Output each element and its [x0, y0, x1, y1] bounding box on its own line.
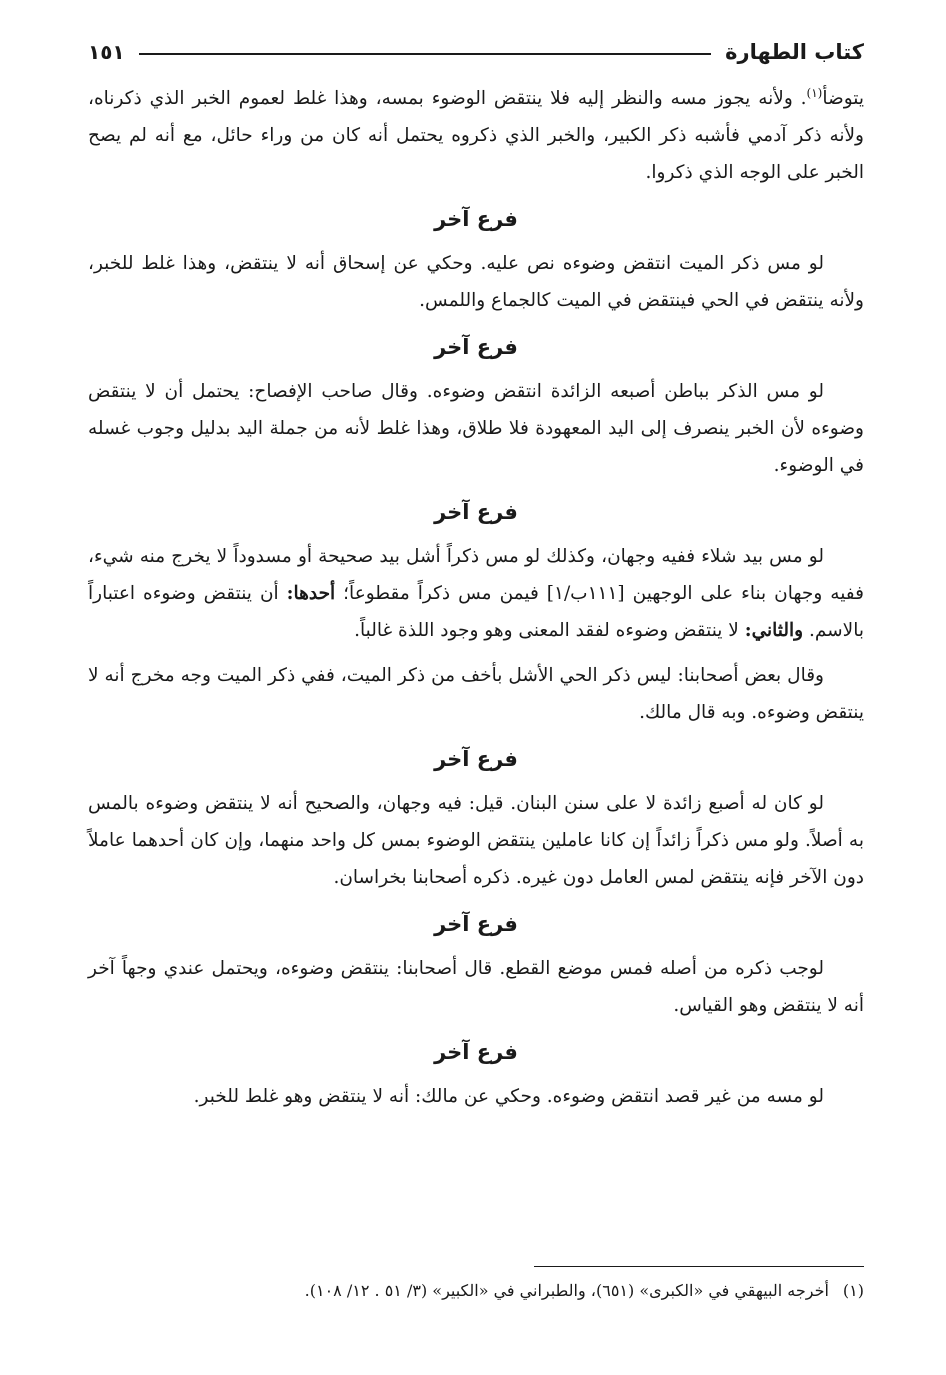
body-text: [88, 80, 864, 1115]
footnotes: [88, 1276, 864, 1306]
header-rule: [139, 53, 712, 55]
footnote-entry: [88, 1276, 864, 1306]
paragraph: [88, 245, 864, 319]
section-heading: فرع آخر: [434, 335, 518, 359]
section-heading: فرع آخر: [434, 207, 518, 231]
footnote-rule: [534, 1266, 864, 1267]
footnote-marker: (١): [806, 85, 823, 100]
paragraph: [88, 1078, 864, 1115]
section-heading: فرع آخر: [434, 912, 518, 936]
text-run: . ولأنه يجوز مسه والنظر إليه فلا ينتقض الوضوء بمسه، وهذا غلط لعموم الخبر الذي ذكرناه، ولأنه ذكر آدمي فأشبه ذكر الكبير، والخبر الذي ذكروه يحتمل أنه كان من وراء حائل، مع أنه لم يصح الخبر على الوجه الذي ذكروا.: [88, 88, 864, 183]
text-run: لو مسه من غير قصد انتقض وضوءه. وحكي عن مالك: أنه لا ينتقض وهو غلط للخبر.: [193, 1086, 824, 1107]
text-run: أن ينتقض وضوءه اعتباراً بالاسم.: [88, 583, 864, 641]
section-heading: فرع آخر: [434, 747, 518, 771]
paragraph: [88, 657, 864, 731]
bold-term: أحدها:: [286, 583, 336, 604]
paragraph: [88, 373, 864, 484]
text-run: لوجب ذكره من أصله فمس موضع القطع. قال أصحابنا: ينتقض وضوءه، ويحتمل عندي وجهاً آخر أنه لا ينتقض وهو القياس.: [88, 958, 864, 1016]
text-run: يتوضأ: [822, 88, 864, 109]
running-header: [88, 34, 864, 70]
footnote-number: (١): [842, 1281, 864, 1300]
section-heading: فرع آخر: [434, 1040, 518, 1064]
paragraph: [88, 80, 864, 191]
section-heading: فرع آخر: [434, 500, 518, 524]
paragraph: [88, 950, 864, 1024]
page-number: ١٥١: [88, 40, 125, 64]
text-run: لا ينتقض وضوءه لفقد المعنى وهو وجود اللذة غالباً.: [354, 620, 745, 641]
text-run: وقال بعض أصحابنا: ليس ذكر الحي الأشل بأخف من ذكر الميت، ففي ذكر الميت وجه مخرج أنه لا ينتقض وضوءه. وبه قال مالك.: [88, 665, 864, 723]
text-run: لو كان له أصبع زائدة لا على سنن البنان. قيل: فيه وجهان، والصحيح أنه لا ينتقض وضوءه بالمس به أصلاً. ولو مس ذكراً زائداً إن كانا عاملين ينتقض الوضوء بمس كل واحد منهما، وإن كان أحدهما عاملاً دون الآخر فإنه ينتقض لمس العامل دون غيره. ذكره أصحابنا بخراسان.: [88, 793, 864, 888]
paragraph: [88, 785, 864, 896]
footnote-text: أخرجه البيهقي في «الكبرى» (٦٥١)، والطبراني في «الكبير» (٣/ ٥١ . ١٢/ ١٠٨).: [304, 1281, 829, 1300]
paragraph: [88, 538, 864, 649]
text-run: لو مس بيد شلاء ففيه وجهان، وكذلك لو مس ذكراً أشل بيد صحيحة أو مسدوداً لا يخرج منه شيء، ففيه وجهان بناء على الوجهين [١١١ب/١] فيمن مس ذكراً مقطوعاً؛: [88, 546, 864, 604]
bold-term: والثاني:: [744, 620, 804, 641]
book-title: كتاب الطهارة: [725, 40, 864, 64]
text-run: لو مس الذكر بباطن أصبعه الزائدة انتقض وضوءه. وقال صاحب الإفصاح: يحتمل أن لا ينتقض وضوءه لأن الخبر ينصرف إلى اليد المعهودة فلا طلاق، وهذا غلط لأنه من جملة اليد بدليل وجوب غسله في الوضوء.: [88, 381, 864, 476]
text-run: لو مس ذكر الميت انتقض وضوءه نص عليه. وحكي عن إسحاق أنه لا ينتقض، وهذا غلط للخبر، ولأنه ينتقض في الحي فينتقض في الميت كالجماع واللمس.: [88, 253, 864, 311]
